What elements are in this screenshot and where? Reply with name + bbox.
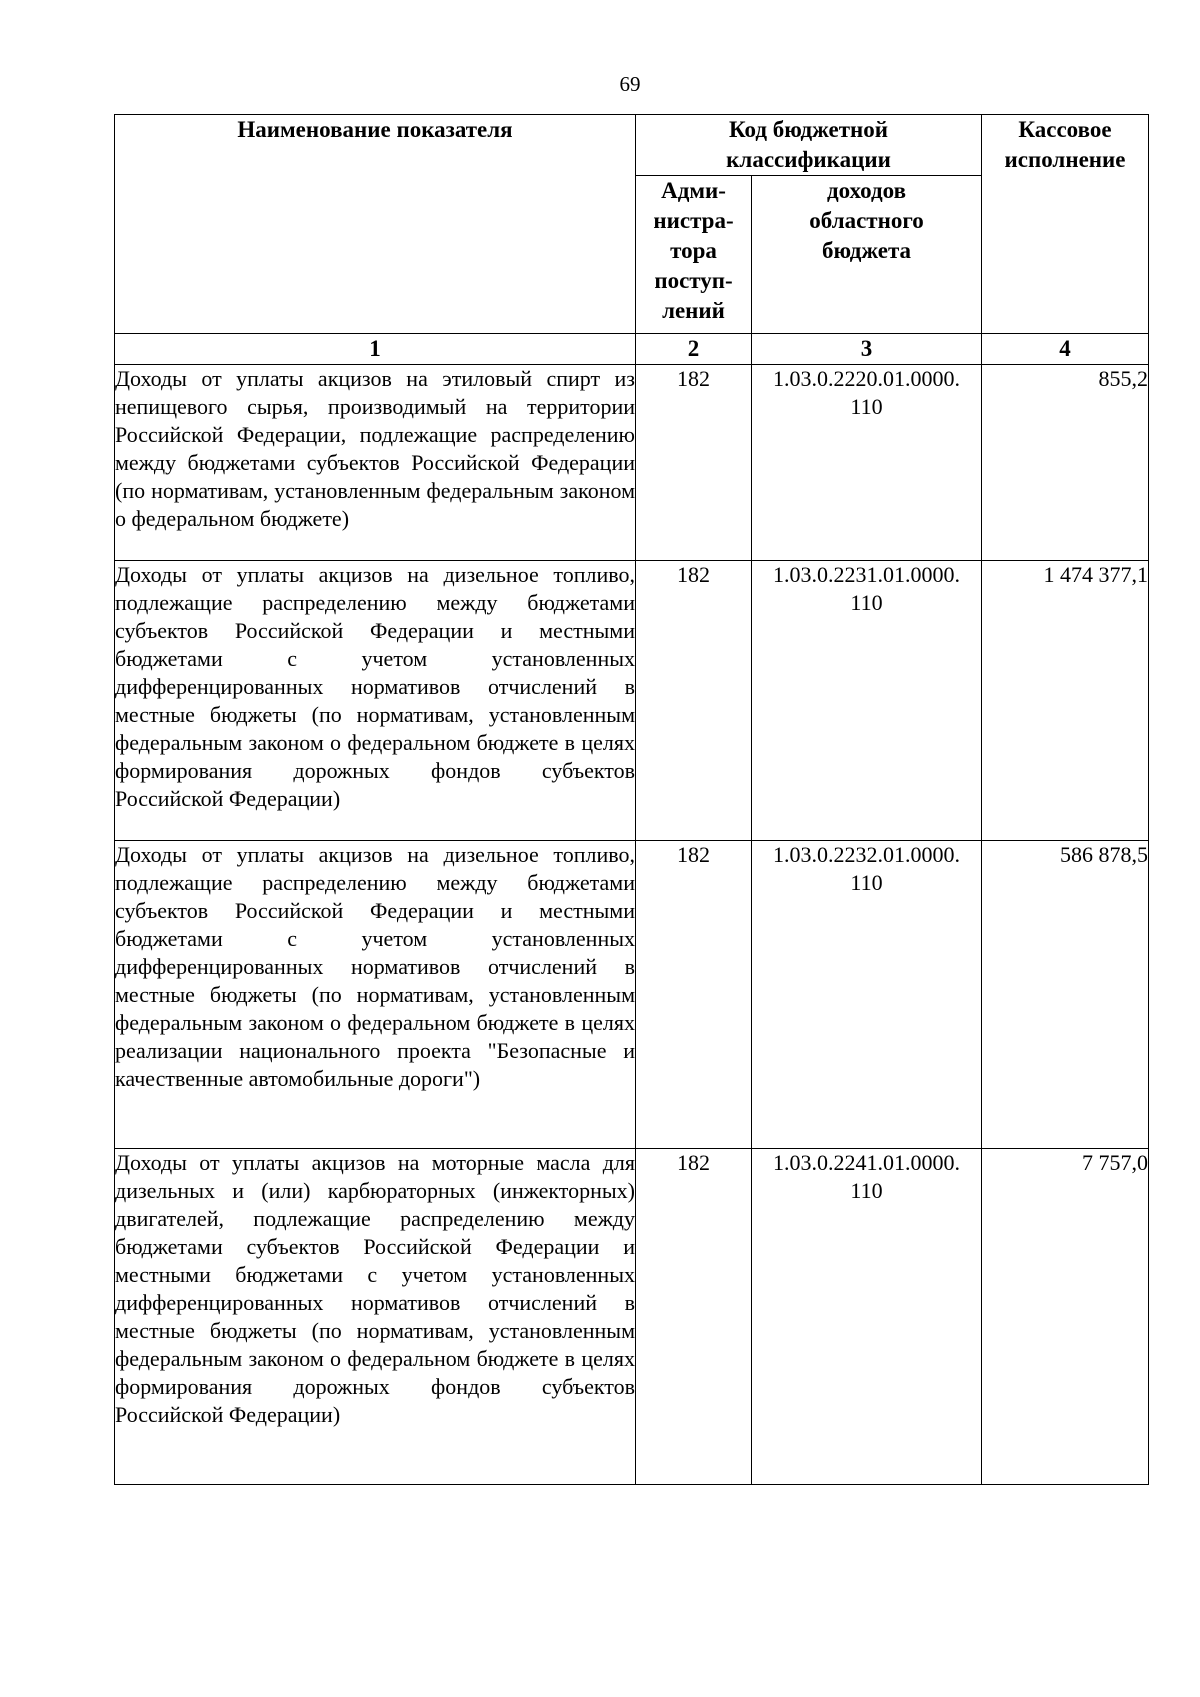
cash-execution-amount: 1 474 377,1 [982,561,1149,841]
column-number: 2 [636,334,752,365]
income-code-line: 110 [850,590,883,615]
header-income-line: доходов [826,178,906,203]
cash-execution-amount: 586 878,5 [982,841,1149,1149]
income-code-line: 110 [850,1178,883,1203]
header-admin-line: тора [670,238,717,263]
header-admin-line: поступ- [654,268,733,293]
income-code-line: 110 [850,870,883,895]
header-income-line: бюджета [821,238,912,263]
income-code-line: 110 [850,394,883,419]
administrator-code: 182 [636,365,752,561]
income-code [752,365,982,561]
indicator-name: Доходы от уплаты акцизов на дизельное топливо, подлежащие распределению между бюджетами субъектов Российской Федерации и местными бюджетами с учетом установленных дифференцированных нормативов отчислений в местные бюджеты (по нормативам, установленным федеральным законом о федеральном бюджете в целях формирования дорожных фондов субъектов Российской Федерации) [115,561,636,841]
header-admin-line: лений [662,298,725,323]
header-code-group: Код бюджетной классификации [636,115,982,176]
income-code-line: 1.03.0.2232.01.0000. [773,842,960,867]
administrator-code: 182 [636,1149,752,1485]
indicator-name: Доходы от уплаты акцизов на дизельное топливо, подлежащие распределению между бюджетами субъектов Российской Федерации и местными бюджетами с учетом установленных дифференцированных нормативов отчислений в местные бюджеты (по нормативам, установленным федеральным законом о федеральном бюджете в целях реализации национального проекта "Безопасные и качественные автомобильные дороги") [115,841,636,1149]
administrator-code: 182 [636,841,752,1149]
header-admin-line: нистра- [653,208,734,233]
table-row [115,1149,1149,1485]
cash-execution-amount: 7 757,0 [982,1149,1149,1485]
income-code [752,1149,982,1485]
income-code-line: 1.03.0.2231.01.0000. [773,562,960,587]
header-administrator [636,176,752,334]
header-indicator-name: Наименование показателя [115,115,636,334]
table-row [115,365,1149,561]
indicator-name: Доходы от уплаты акцизов на этиловый спирт из непищевого сырья, производимый на территории Российской Федерации, подлежащие распределению между бюджетами субъектов Российской Федерации (по нормативам, установленным федеральным законом о федеральном бюджете) [115,365,636,561]
income-code [752,561,982,841]
income-code [752,841,982,1149]
administrator-code: 182 [636,561,752,841]
income-code-line: 1.03.0.2220.01.0000. [773,366,960,391]
header-cash-execution-line: исполнение [1004,147,1126,172]
income-code-line: 1.03.0.2241.01.0000. [773,1150,960,1175]
header-cash-execution-line: Кассовое [1018,117,1112,142]
cash-execution-amount: 855,2 [982,365,1149,561]
column-number: 1 [115,334,636,365]
indicator-name: Доходы от уплаты акцизов на моторные масла для дизельных и (или) карбюраторных (инжекторных) двигателей, подлежащие распределению между бюджетами субъектов Российской Федерации и местными бюджетами с учетом установленных дифференцированных нормативов отчислений в местные бюджеты (по нормативам, установленным федеральным законом о федеральном бюджете в целях формирования дорожных фондов субъектов Российской Федерации) [115,1149,636,1485]
header-cash-execution [982,115,1149,334]
budget-table [114,114,1149,1485]
table-row [115,561,1149,841]
header-admin-line: Адми- [661,178,726,203]
table-row [115,841,1149,1149]
column-number: 3 [752,334,982,365]
header-income-line: областного [809,208,924,233]
header-regional-income [752,176,982,334]
page-number: 69 [619,72,641,96]
column-number: 4 [982,334,1149,365]
